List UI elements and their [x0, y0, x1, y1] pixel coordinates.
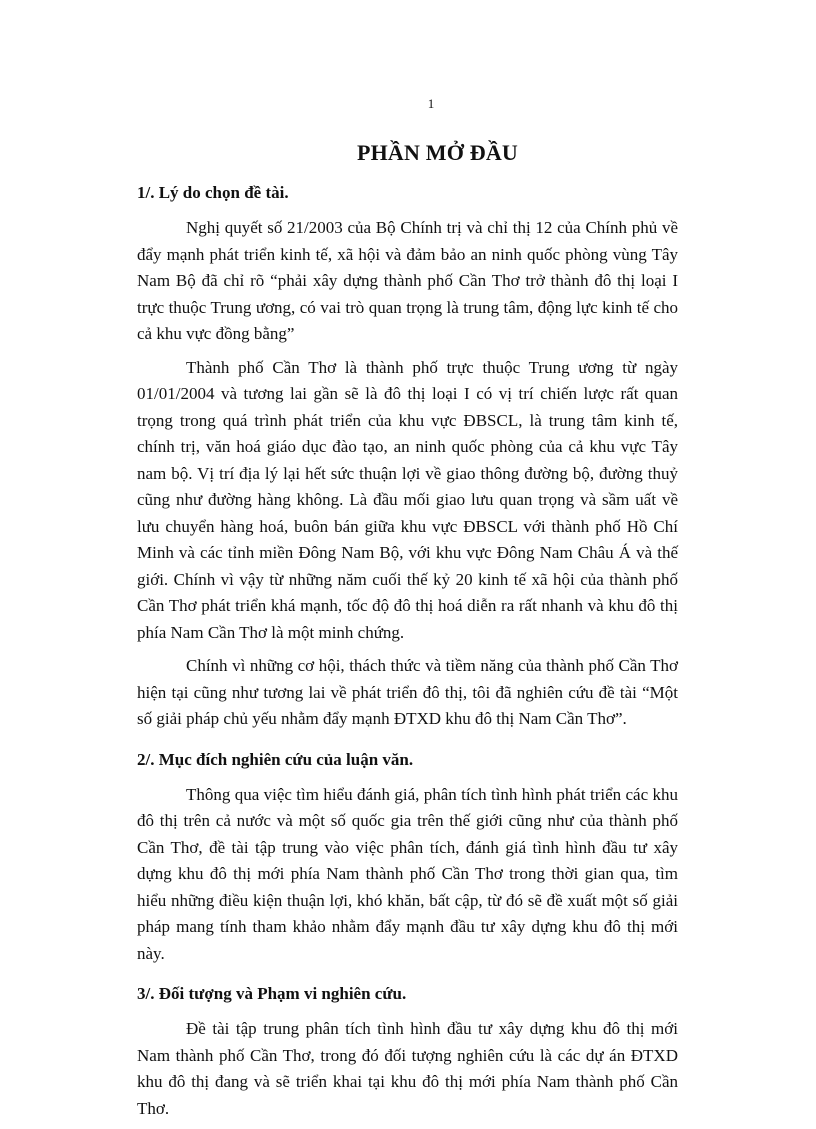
paragraph: Nghị quyết số 21/2003 của Bộ Chính trị và chỉ thị 12 của Chính phủ về đẩy mạnh phát triển kinh tế, xã hội và đảm bảo an ninh quốc phòng vùng Tây Nam Bộ đã chỉ rõ “phải xây dựng thành phố Cần Thơ trở thành đô thị loại I trực thuộc Trung ương, có vai trò quan trọng là trung tâm, động lực kinh tế cho cả khu vực đồng bằng”	[137, 218, 678, 343]
paragraph: Chính vì những cơ hội, thách thức và tiềm năng của thành phố Cần Thơ hiện tại cũng như tương lai về phát triển đô thị, tôi đã nghiên cứu đề tài “Một số giải pháp chủ yếu nhằm đẩy mạnh ĐTXD khu đô thị Nam Cần Thơ”.	[137, 656, 678, 728]
page-number: 1	[427, 96, 435, 111]
section-1	[137, 180, 678, 733]
document-body	[137, 140, 678, 1129]
section-heading: 3/. Đối tượng và Phạm vi nghiên cứu.	[137, 984, 407, 1003]
section-heading: 2/. Mục đích nghiên cứu của luận văn.	[137, 749, 414, 769]
paragraph: Thành phố Cần Thơ là thành phố trực thuộc Trung ương từ ngày 01/01/2004 và tương lai gần sẽ là đô thị loại I có vị trí chiến lược rất quan trọng trong quá trình phát triển của khu vực ĐBSCL, là trung tâm kinh tế, chính trị, văn hoá giáo dục đào tạo, an ninh quốc phòng của cả khu vực Tây nam bộ. Vị trí địa lý lại hết sức thuận lợi về giao thông đường bộ, đường thuỷ cũng như đường hàng không. Là đầu mối giao lưu quan trọng và sầm uất về lưu chuyển hàng hoá, buôn bán giữa khu vực ĐBSCL với thành phố Hồ Chí Minh và các tỉnh miền Đông Nam Bộ, với khu vực Đông Nam Châu Á và thế giới. Chính vì vậy từ những năm cuối thế kỷ 20 kinh tế xã hội của thành phố Cần Thơ phát triển khá mạnh, tốc độ đô thị hoá diễn ra rất nhanh và khu đô thị phía Nam Cần Thơ là một minh chứng.	[137, 357, 678, 642]
paragraph: Đề tài tập trung phân tích tình hình đầu tư xây dựng khu đô thị mới Nam thành phố Cần Thơ, trong đó đối tượng nghiên cứu là các dự án ĐTXD khu đô thị đang và sẽ triển khai tại khu đô thị mới phía Nam thành phố Cần Thơ.	[137, 1019, 678, 1118]
paragraph: Thông qua việc tìm hiểu đánh giá, phân tích tình hình phát triển các khu đô thị trên cả nước và một số quốc gia trên thế giới cũng như của thành phố Cần Thơ, đề tài tập trung vào việc phân tích, đánh giá tình hình đầu tư xây dựng khu đô thị mới phía Nam thành phố Cần Thơ trong thời gian qua, tìm hiểu những điều kiện thuận lợi, khó khăn, bất cập, từ đó sẽ đề xuất một số giải pháp mang tính tham khảo nhằm đẩy mạnh đầu tư xây dựng khu đô thị mới này.	[137, 784, 678, 963]
page-title: PHẦN MỞ ĐẦU	[356, 140, 519, 165]
section-2	[137, 747, 678, 968]
section-heading: 1/. Lý do chọn đề tài.	[137, 183, 289, 202]
section-3	[137, 981, 678, 1122]
